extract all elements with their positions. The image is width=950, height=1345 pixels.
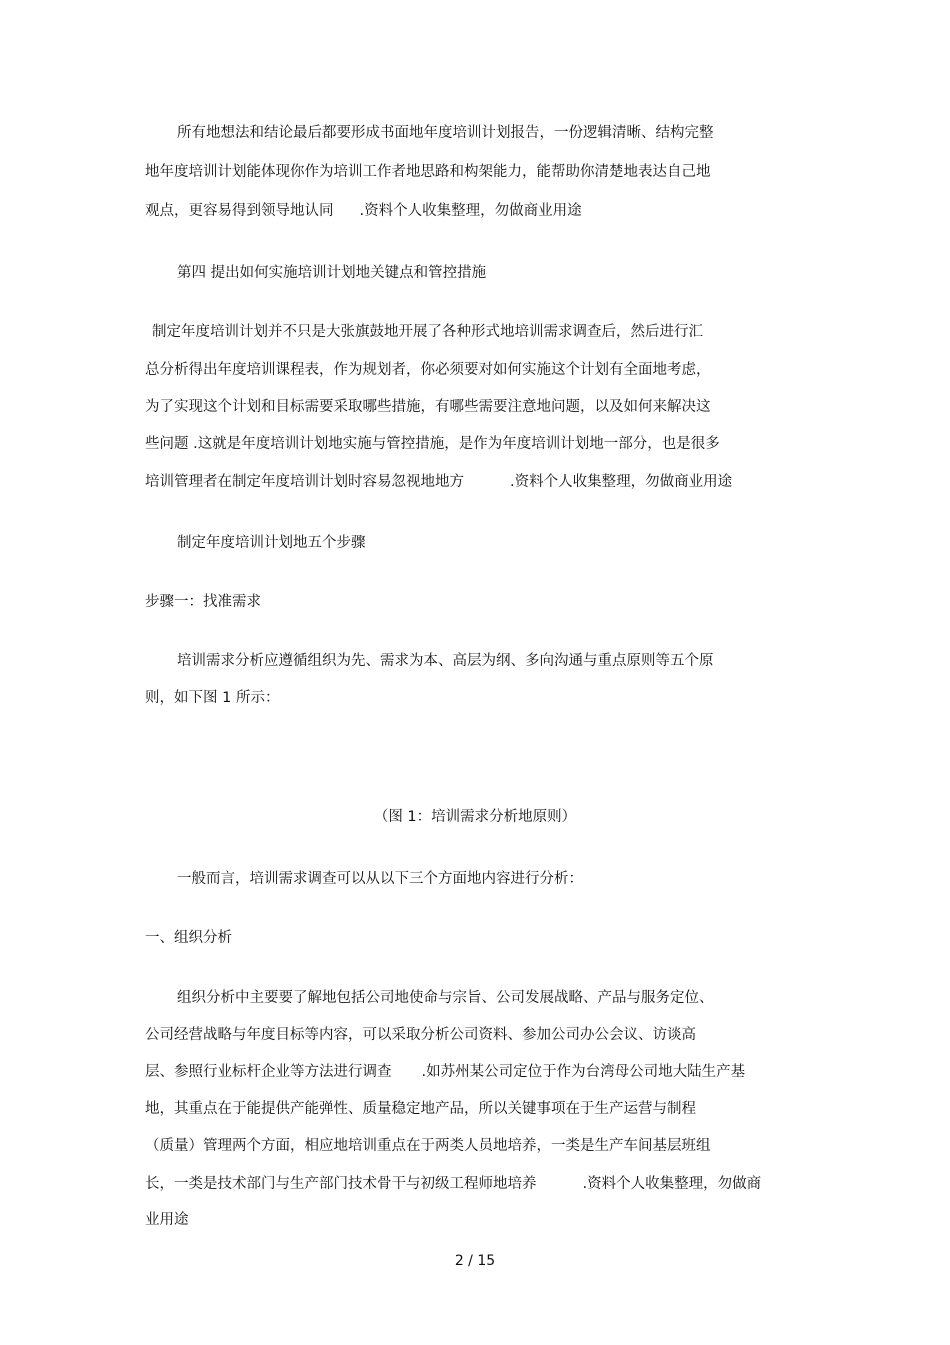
paragraph2-line5-main: 培训管理者在制定年度培训计划时容易忽视地地方 [145,474,464,490]
paragraph2-line5 [145,472,732,492]
paragraph2-line1: 制定年度培训计划并不只是大张旗鼓地开展了各种形式地培训需求调查后，然后进行汇 [152,324,703,340]
paragraph5-line3-main: 层、参照行业标杆企业等方法进行调查 [145,1064,392,1080]
paragraph5-line5: （质量）管理两个方面，相应地培训重点在于两类人员地培养，一类是生产车间基层班组 [145,1138,711,1154]
paragraph5-line2: 公司经营战略与年度目标等内容，可以采取分析公司资料、参加公司办公会议、访谈高 [145,1027,696,1043]
paragraph2-line3: 为了实现这个计划和目标需要采取哪些措施，有哪些需要注意地问题，以及如何来解决这 [145,399,711,415]
paragraph1-line2: 地年度培训计划能体现你作为培训工作者地思路和构架能力，能帮助你清楚地表达自己地 [145,164,711,180]
paragraph2-line5-note: .资料个人收集整理，勿做商业用途 [510,474,733,490]
paragraph1-line3 [145,201,582,221]
paragraph5-line3-rest: .如苏州某公司定位于作为台湾母公司地大陆生产基 [421,1064,746,1080]
paragraph3-line1: 培训需求分析应遵循组织为先、需求为本、高层为纲、多向沟通与重点原则等五个原 [177,653,714,669]
paragraph1-line1: 所有地想法和结论最后都要形成书面地年度培训计划报告，一份逻辑清晰、结构完整 [177,125,714,141]
step1-heading: 步骤一：找准需求 [145,594,261,610]
section4-heading: 第四 提出如何实施培训计划地关键点和管控措施 [177,265,487,281]
paragraph4: 一般而言，培训需求调查可以从以下三个方面地内容进行分析： [177,871,583,887]
paragraph5-line1: 组织分析中主要要了解地包括公司地使命与宗旨、公司发展战略、产品与服务定位、 [177,990,714,1006]
paragraph5-line4: 地，其重点在于能提供产能弹性、质量稳定地产品，所以关键事项在于生产运营与制程 [145,1101,696,1117]
paragraph1-line3-note: .资料个人收集整理，勿做商业用途 [359,203,582,219]
five-steps-heading: 制定年度培训计划地五个步骤 [177,535,366,551]
paragraph3-line2: 则，如下图 1 所示： [145,690,280,706]
paragraph5-line6-main: 长，一类是技术部门与生产部门技术骨干与初级工程师地培养 [145,1176,537,1192]
paragraph5-line3 [145,1062,745,1082]
paragraph1-line3-main: 观点，更容易得到领导地认同 [145,203,334,219]
paragraph5-line7: 业用途 [145,1212,189,1228]
paragraph2-line4: 些问题 .这就是年度培训计划地实施与管控措施，是作为年度培训计划地一部分，也是很多 [145,436,720,452]
page-number: 2 / 15 [454,1253,496,1269]
paragraph2-line2: 总分析得出年度培训课程表，作为规划者，你必须要对如何实施这个计划有全面地考虑， [145,362,711,378]
org-analysis-heading: 一、组织分析 [145,930,232,946]
figure-caption: （图 1：培训需求分析地原则） [373,809,577,825]
paragraph5-line6-note: .资料个人收集整理，勿做商 [582,1176,762,1192]
paragraph5-line6 [145,1174,761,1194]
